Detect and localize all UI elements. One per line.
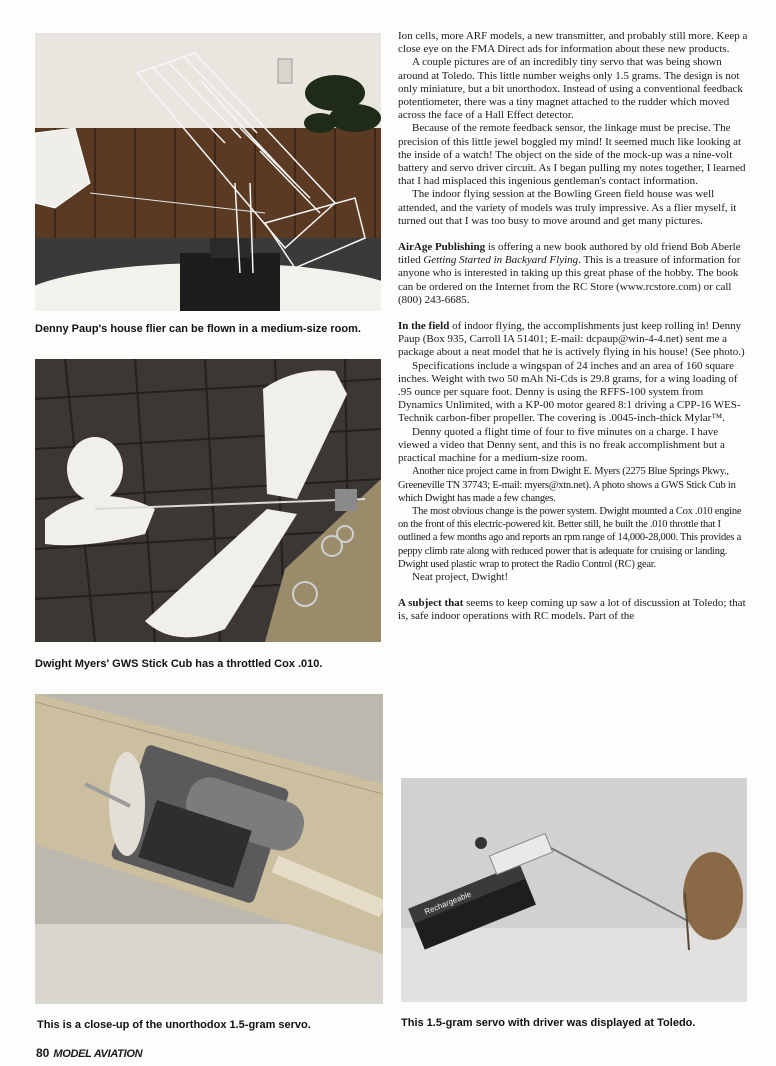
article-text-column <box>398 30 750 624</box>
paragraph-6-lead: In the field <box>398 320 450 333</box>
paragraph-6 <box>398 320 750 360</box>
paragraph-6-text: of indoor flying, the accomplishments just keep rolling in! Denny Paup (Box 935, Carroll IA 51401; E-mail: dcpaup@win-4-4.net) sent me a package about a neat model that he is actively flying in his house! (See photo.) <box>398 320 745 359</box>
paragraph-12-lead: A subject that <box>398 597 464 610</box>
photo-stick-cub <box>35 359 381 642</box>
paragraph-7: Specifications include a wingspan of 24 inches and an area of 160 square inches. Weight with two 50 mAh Ni-Cds is 29.8 grams, for a wing loading of .95 ounce per square foot. Denny is using the RFFS-100 system from Dynamics Unlimited, with a KP-00 motor geared 8:1 driving a CPP-16 WES-Technik carbon-fiber propeller. The covering is .0045-inch-thick Mylar™. <box>398 359 741 425</box>
caption-photo-1: Denny Paup's house flier can be flown in a medium-size room. <box>35 323 361 335</box>
paragraph-11: Neat project, Dwight! <box>412 570 509 583</box>
servo-closeup-illustration <box>35 694 383 1004</box>
magazine-name: MODEL AVIATION <box>53 1048 143 1060</box>
house-flier-illustration <box>35 33 381 311</box>
caption-photo-4: This 1.5-gram servo with driver was displayed at Toledo. <box>401 1017 696 1029</box>
photo-servo-closeup <box>35 694 383 1004</box>
paragraph-3: Because of the remote feedback sensor, the linkage must be precise. The precision of this little jewel boggled my mind! It seemed much like looking at the inside of a watch! The object on the side of the mock-up was a nine-volt battery and servo driver circuit. As I began pulling my notes together, I learned that I had misplaced this ingenious gentleman's contact information. <box>398 122 746 188</box>
paragraph-12 <box>398 597 750 623</box>
photo-house-flier <box>35 33 381 311</box>
book-title: Getting Started in Backyard Flying <box>423 254 579 267</box>
paragraph-10: The most obvious change is the power system. Dwight mounted a Cox .010 engine on the front of this electric-powered kit. Better still, he built the .010 throttle that I outlined a few months ago and reports an rpm range of 14,000-28,000. This provides a peppy climb rate along with reduced power that is adequate for cruising or landing. Dwight used plastic wrap to protect the Radio Control (RC) gear. <box>398 505 742 570</box>
paragraph-1: Ion cells, more ARF models, a new transmitter, and probably still more. Keep a close eye on the FMA Direct ads for information about these new products. <box>398 30 748 56</box>
page-footer <box>36 1046 142 1060</box>
caption-photo-3: This is a close-up of the unorthodox 1.5-gram servo. <box>37 1019 311 1031</box>
paragraph-2: A couple pictures are of an incredibly tiny servo that was being shown around at Toledo. This little number weighs only 1.5 grams. The design is not only miniature, but a bit unorthodox. Instead of using a conventional feedback potentiometer, there was a tiny magnet attached to the rudder which moved across the face of a Hall Effect detector. <box>398 56 743 122</box>
paragraph-9: Another nice project came in from Dwight E. Myers (2275 Blue Springs Pkwy., Greeneville TN 37743; E-mail: myers@xtn.net). A photo shows a GWS Stick Cub in which Dwight has made a few changes. <box>398 466 736 504</box>
servo-driver-illustration <box>401 778 747 1002</box>
stick-cub-illustration <box>35 359 381 642</box>
paragraph-5-text-b: . This is a treasure of information for anyone who is interested in taking up this great phase of the hobby. The book can be ordered on the Internet from the RC Store (www.rcstore.com) or call (800) 243-6685. <box>398 254 741 306</box>
paragraph-4: The indoor flying session at the Bowling Green field house was well attended, and the variety of models was truly impressive. As a flier myself, it turned out that I was too busy to move around and get many pictures. <box>398 188 737 227</box>
paragraph-8: Denny quoted a flight time of four to five minutes on a charge. I have viewed a video that Denny sent, and this is no freak accomplishment but a practical machine for a medium-size room. <box>398 425 725 465</box>
paragraph-12-text: seems to keep coming up saw a lot of discussion at Toledo; that is, safe indoor operations with RC models. Part of the <box>398 597 746 623</box>
paragraph-5-text-a: is offering a new book authored by old friend Bob Aberle titled <box>398 241 741 267</box>
paragraph-5 <box>398 241 750 307</box>
battery-label: Rechargeable <box>423 889 473 917</box>
page-number: 80 <box>36 1046 50 1060</box>
paragraph-5-lead: AirAge Publishing <box>398 241 486 254</box>
caption-photo-2: Dwight Myers' GWS Stick Cub has a throttled Cox .010. <box>35 658 323 670</box>
photo-servo-driver <box>401 778 747 1002</box>
